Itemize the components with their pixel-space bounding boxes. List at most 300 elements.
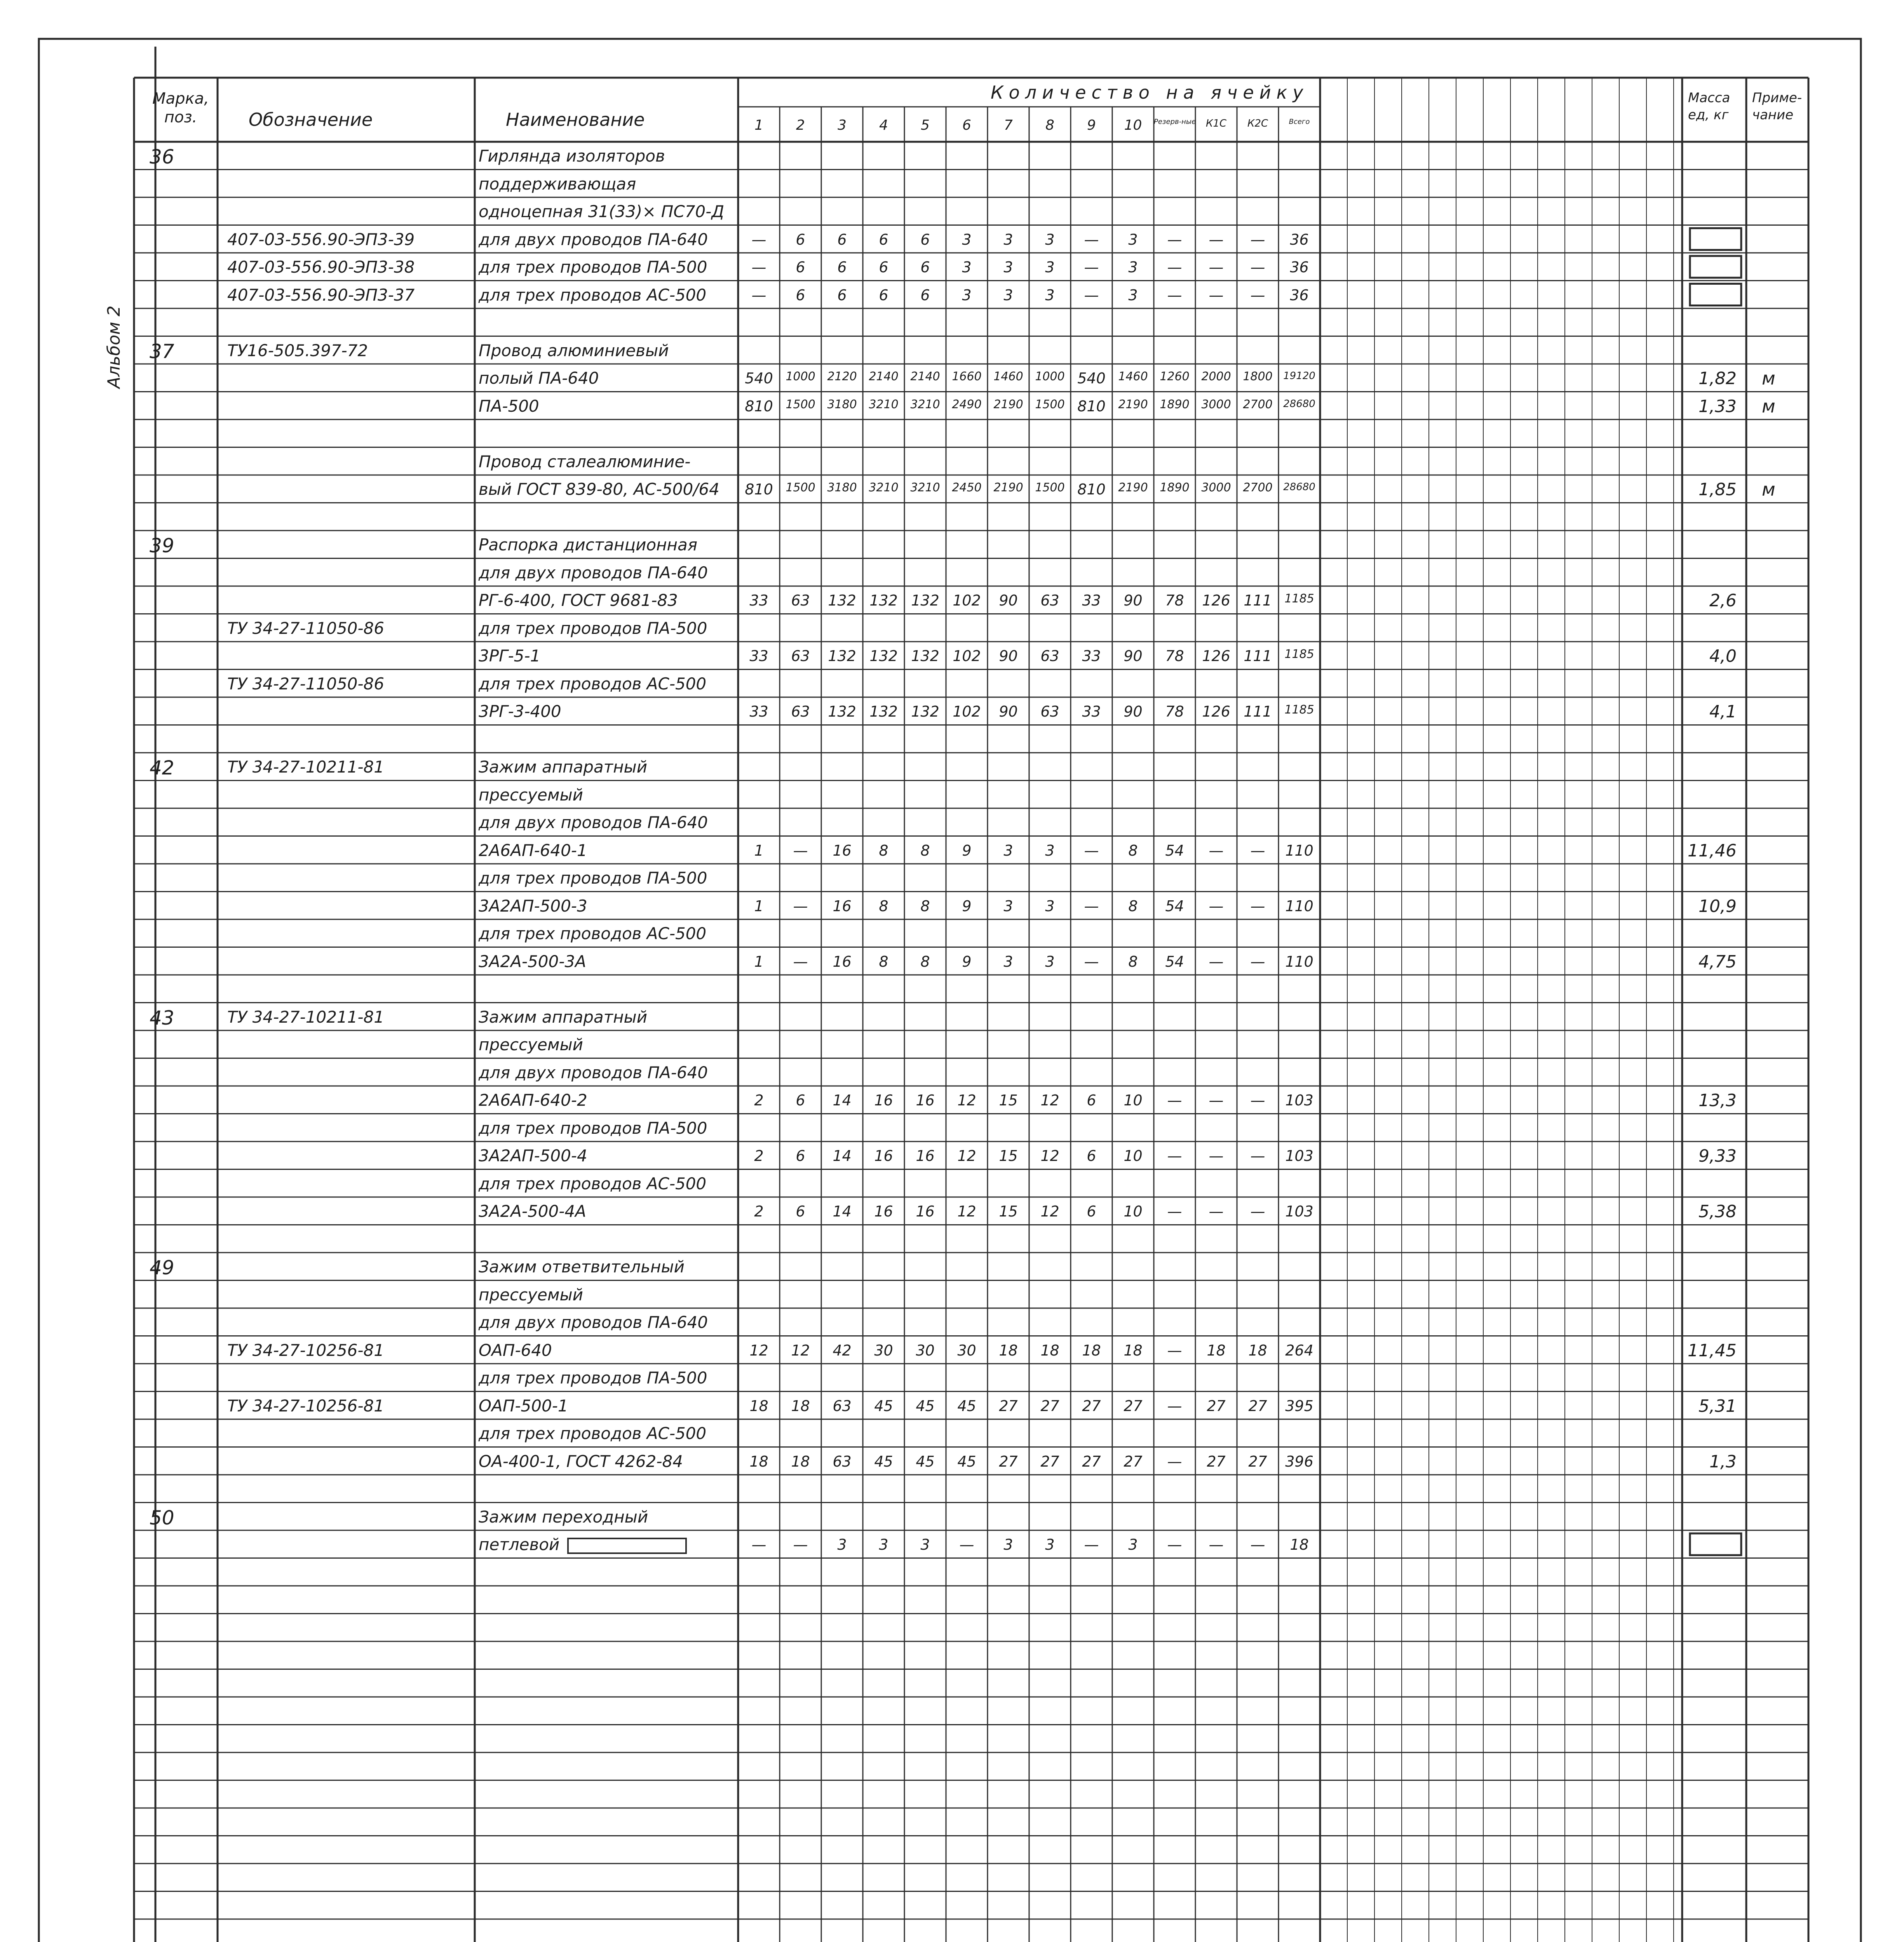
qty-value: 132	[911, 592, 939, 609]
row-mass: 9,33	[1698, 1146, 1737, 1166]
qty-value: —	[1167, 259, 1182, 276]
qty-value: 12	[791, 1342, 810, 1359]
qty-value: 6	[920, 259, 930, 276]
header-col-8: 8	[1045, 117, 1054, 133]
qty-value: 10	[1124, 1092, 1143, 1109]
qty-value: —	[1209, 1536, 1224, 1553]
qty-value: 103	[1285, 1203, 1313, 1220]
qty-value: 2140	[910, 370, 940, 383]
row-position: 43	[150, 1006, 174, 1029]
qty-value: 1890	[1160, 397, 1190, 411]
row-position: 39	[150, 534, 174, 557]
row-mass: 1,33	[1698, 396, 1737, 416]
qty-value: 1000	[786, 370, 815, 383]
qty-value: 1890	[1160, 481, 1190, 494]
header-col-10: 10	[1124, 117, 1142, 133]
header-col-2: 2	[796, 117, 805, 133]
qty-value: 33	[749, 592, 768, 609]
row-name: 2А6АП-640-1	[479, 840, 587, 860]
qty-value: —	[1250, 1147, 1265, 1164]
row-name: для двух проводов ПА-640	[479, 813, 708, 832]
note-frame	[1690, 256, 1741, 278]
header-col-14: Всего	[1289, 118, 1310, 126]
row-name: для трех проводов ПА-500	[479, 258, 707, 277]
qty-value: 78	[1165, 592, 1184, 609]
qty-value: 1260	[1160, 370, 1190, 383]
row-name: для трех проводов ПА-500	[479, 1118, 707, 1138]
qty-value: —	[1250, 259, 1265, 276]
row-name: 2А6АП-640-2	[479, 1091, 587, 1110]
qty-value: 3	[1045, 286, 1055, 304]
qty-value: —	[1167, 1092, 1182, 1109]
qty-value: 63	[791, 703, 810, 720]
album-label: Альбом 2	[104, 305, 124, 388]
qty-value: 6	[796, 1203, 805, 1220]
row-unit: м	[1762, 395, 1775, 417]
qty-value: 2190	[1118, 397, 1148, 411]
qty-value: 12	[1040, 1203, 1059, 1220]
qty-value: 54	[1165, 953, 1184, 970]
qty-value: 2	[754, 1147, 764, 1164]
qty-value: 132	[869, 592, 898, 609]
qty-value: —	[751, 1536, 766, 1553]
qty-value: 3	[962, 259, 972, 276]
qty-value: 1800	[1243, 370, 1273, 383]
row-name: 3А2А-500-4А	[479, 1202, 586, 1221]
qty-value: 18	[791, 1397, 810, 1415]
qty-value: 12	[1040, 1092, 1059, 1109]
row-name: одноцепная 31(33)× ПС70-Д	[479, 202, 725, 221]
qty-value: 9	[962, 842, 972, 859]
qty-value: 3210	[910, 481, 940, 494]
row-name: прессуемый	[479, 785, 583, 804]
qty-value: 2000	[1201, 370, 1231, 383]
qty-value: —	[1167, 1453, 1182, 1470]
qty-value: —	[1209, 259, 1224, 276]
qty-value: —	[1084, 1536, 1099, 1553]
row-name: для трех проводов ПА-500	[479, 618, 707, 638]
qty-value: 6	[837, 286, 847, 304]
qty-value: —	[1167, 1342, 1182, 1359]
qty-value: 8	[879, 953, 888, 970]
header-col-11: Резерв-ные	[1154, 118, 1196, 126]
qty-value: —	[1209, 1203, 1224, 1220]
row-mass: 1,3	[1709, 1451, 1737, 1472]
qty-value: 27	[1124, 1397, 1143, 1415]
qty-value: 132	[869, 703, 898, 720]
qty-value: 6	[879, 286, 888, 304]
qty-value: 12	[957, 1147, 976, 1164]
row-designation: ТУ 34-27-11050-86	[227, 618, 385, 638]
qty-value: 3	[1003, 1536, 1013, 1553]
row-name: для двух проводов ПА-640	[479, 563, 708, 582]
qty-value: —	[1209, 1147, 1224, 1164]
qty-value: 110	[1285, 953, 1313, 970]
qty-value: 27	[1248, 1397, 1267, 1415]
row-name: Зажим аппаратный	[479, 757, 648, 776]
qty-value: —	[1084, 231, 1099, 248]
qty-value: —	[751, 286, 766, 304]
qty-value: 63	[791, 647, 810, 665]
qty-value: —	[1084, 953, 1099, 970]
qty-value: 18	[1248, 1342, 1267, 1359]
qty-value: —	[1209, 286, 1224, 304]
qty-value: 28680	[1283, 398, 1315, 410]
qty-value: 3	[1128, 231, 1138, 248]
qty-value: —	[1250, 842, 1265, 859]
qty-value: —	[1209, 842, 1224, 859]
row-name: ОАП-640	[479, 1340, 552, 1360]
qty-value: 1	[754, 897, 764, 915]
qty-value: 18	[749, 1453, 768, 1470]
qty-value: —	[1167, 231, 1182, 248]
qty-value: 12	[749, 1342, 768, 1359]
qty-value: 3	[1045, 1536, 1055, 1553]
qty-value: 3	[1128, 259, 1138, 276]
qty-value: —	[1250, 953, 1265, 970]
row-mass: 11,45	[1688, 1340, 1737, 1361]
row-name: ОАП-500-1	[479, 1396, 568, 1415]
qty-value: 3180	[827, 481, 857, 494]
row-mass: 10,9	[1698, 896, 1737, 916]
qty-value: 27	[999, 1453, 1018, 1470]
header-quantity: Количество на ячейку	[991, 82, 1309, 103]
qty-value: 102	[953, 703, 981, 720]
qty-value: 1500	[786, 397, 815, 411]
qty-value: 36	[1290, 259, 1309, 276]
qty-value: 3	[1128, 1536, 1138, 1553]
qty-value: 1185	[1284, 703, 1314, 717]
qty-value: 28680	[1283, 481, 1315, 493]
row-name: 3РГ-3-400	[479, 702, 561, 721]
qty-value: 132	[828, 703, 856, 720]
qty-value: 9	[962, 953, 972, 970]
qty-value: 3	[962, 231, 972, 248]
qty-value: 12	[1040, 1147, 1059, 1164]
qty-value: 45	[874, 1397, 893, 1415]
qty-value: —	[793, 953, 808, 970]
row-mass: 5,31	[1698, 1396, 1737, 1416]
qty-value: 6	[837, 231, 847, 248]
qty-value: 3210	[869, 397, 899, 411]
sheet-border	[39, 39, 1861, 1942]
row-designation: 407-03-556.90-ЭП3-39	[227, 230, 415, 249]
row-designation: ТУ 34-27-10211-81	[227, 1007, 385, 1027]
qty-value: 810	[745, 397, 773, 415]
row-name: 3А2АП-500-3	[479, 896, 587, 915]
header-col-5: 5	[921, 117, 930, 133]
qty-value: 8	[879, 897, 888, 915]
qty-value: —	[1250, 1203, 1265, 1220]
qty-value: 111	[1244, 647, 1272, 665]
qty-value: 1500	[786, 481, 815, 494]
qty-value: —	[1084, 897, 1099, 915]
qty-value: 2140	[869, 370, 899, 383]
qty-value: 16	[916, 1203, 935, 1220]
qty-value: 45	[916, 1453, 935, 1470]
qty-value: 6	[1087, 1203, 1096, 1220]
qty-value: 8	[1128, 897, 1138, 915]
qty-value: 14	[833, 1203, 852, 1220]
inline-frame	[567, 1538, 687, 1554]
qty-value: 33	[749, 703, 768, 720]
qty-value: 1	[754, 842, 764, 859]
qty-value: 3	[1045, 842, 1055, 859]
qty-value: 27	[1248, 1453, 1267, 1470]
qty-value: 15	[999, 1203, 1018, 1220]
header-col-7: 7	[1004, 117, 1013, 133]
qty-value: 27	[1082, 1397, 1101, 1415]
qty-value: —	[959, 1536, 974, 1553]
qty-value: 63	[791, 592, 810, 609]
qty-value: 1500	[1035, 397, 1065, 411]
row-name: Распорка дистанционная	[479, 535, 698, 554]
qty-value: 2190	[1118, 481, 1148, 494]
qty-value: 103	[1285, 1147, 1313, 1164]
qty-value: 90	[1124, 592, 1143, 609]
row-name: Зажим ответвительный	[479, 1257, 685, 1276]
qty-value: 27	[999, 1397, 1018, 1415]
qty-value: 2190	[993, 397, 1023, 411]
qty-value: 3210	[869, 481, 899, 494]
row-position: 37	[150, 340, 174, 363]
row-mass: 4,0	[1709, 646, 1737, 666]
qty-value: 27	[1082, 1453, 1101, 1470]
qty-value: 90	[1124, 703, 1143, 720]
qty-value: 8	[920, 953, 930, 970]
qty-value: —	[1084, 842, 1099, 859]
qty-value: 540	[745, 370, 773, 387]
row-name: прессуемый	[479, 1285, 583, 1304]
qty-value: 90	[999, 592, 1018, 609]
qty-value: 103	[1285, 1092, 1313, 1109]
row-name: 3РГ-5-1	[479, 646, 541, 665]
qty-value: —	[1209, 953, 1224, 970]
qty-value: 111	[1244, 592, 1272, 609]
qty-value: 27	[1207, 1453, 1226, 1470]
qty-value: 395	[1285, 1397, 1313, 1415]
qty-value: 2700	[1243, 481, 1273, 494]
qty-value: 18	[1290, 1536, 1309, 1553]
qty-value: —	[793, 897, 808, 915]
qty-value: 16	[916, 1092, 935, 1109]
qty-value: 63	[1040, 647, 1059, 665]
qty-value: —	[1084, 286, 1099, 304]
qty-value: 18	[1040, 1342, 1059, 1359]
row-name: для трех проводов АС-500	[479, 1424, 707, 1443]
qty-value: 33	[749, 647, 768, 665]
qty-value: —	[1250, 1092, 1265, 1109]
qty-value: 1185	[1284, 647, 1314, 661]
header-col-4: 4	[879, 117, 888, 133]
qty-value: 2	[754, 1092, 764, 1109]
row-position: 49	[150, 1256, 174, 1279]
row-name: полый ПА-640	[479, 369, 599, 388]
row-mass: 4,1	[1709, 702, 1737, 722]
qty-value: 6	[796, 1147, 805, 1164]
qty-value: 36	[1290, 286, 1309, 304]
qty-value: 14	[833, 1147, 852, 1164]
qty-value: 15	[999, 1147, 1018, 1164]
row-designation: ТУ16-505.397-72	[227, 341, 368, 360]
qty-value: 3	[1003, 953, 1013, 970]
qty-value: 63	[833, 1453, 852, 1470]
note-frame	[1690, 284, 1741, 306]
qty-value: 3	[1003, 842, 1013, 859]
row-mass: 2,6	[1709, 591, 1737, 611]
qty-value: 27	[1124, 1453, 1143, 1470]
row-mass: 13,3	[1698, 1091, 1737, 1110]
qty-value: —	[1167, 1397, 1182, 1415]
qty-value: 1460	[993, 370, 1023, 383]
qty-value: 3	[962, 286, 972, 304]
qty-value: 8	[879, 842, 888, 859]
row-position: 42	[150, 757, 174, 779]
qty-value: 90	[999, 647, 1018, 665]
qty-value: —	[1209, 231, 1224, 248]
row-name: Зажим аппаратный	[479, 1007, 648, 1027]
row-designation: ТУ 34-27-11050-86	[227, 674, 385, 693]
qty-value: 6	[879, 231, 888, 248]
row-mass: 4,75	[1698, 952, 1737, 972]
qty-value: 396	[1285, 1453, 1313, 1470]
qty-value: —	[1167, 1536, 1182, 1553]
qty-value: —	[751, 231, 766, 248]
qty-value: 18	[1207, 1342, 1226, 1359]
qty-value: 110	[1285, 842, 1313, 859]
header-col-12: К1С	[1205, 118, 1227, 129]
qty-value: 90	[1124, 647, 1143, 665]
qty-value: —	[1167, 286, 1182, 304]
header-col-6: 6	[962, 117, 971, 133]
row-position: 36	[150, 146, 174, 168]
qty-value: 3000	[1201, 397, 1231, 411]
qty-value: 132	[828, 647, 856, 665]
header-col-1: 1	[754, 117, 763, 133]
qty-value: 6	[796, 259, 805, 276]
qty-value: 3	[1003, 259, 1013, 276]
qty-value: 45	[957, 1453, 976, 1470]
qty-value: 16	[874, 1203, 893, 1220]
qty-value: 54	[1165, 897, 1184, 915]
qty-value: 18	[999, 1342, 1018, 1359]
qty-value: 45	[957, 1397, 976, 1415]
row-name: для трех проводов ПА-500	[479, 868, 707, 887]
qty-value: 42	[833, 1342, 852, 1359]
qty-value: 30	[916, 1342, 935, 1359]
row-name: РГ-6-400, ГОСТ 9681-83	[479, 591, 678, 610]
row-name: Гирлянда изоляторов	[479, 146, 665, 165]
row-name: ОА-400-1, ГОСТ 4262-84	[479, 1451, 683, 1471]
row-name: 3А2АП-500-4	[479, 1146, 587, 1165]
qty-value: 6	[796, 231, 805, 248]
qty-value: 810	[1077, 397, 1106, 415]
qty-value: —	[1167, 1203, 1182, 1220]
row-name: для трех проводов ПА-500	[479, 1368, 707, 1387]
qty-value: 132	[911, 647, 939, 665]
qty-value: 2450	[952, 481, 982, 494]
qty-value: —	[1250, 1536, 1265, 1553]
header-note: Приме-чание	[1752, 90, 1802, 123]
row-name: Провод сталеалюминие-	[479, 452, 691, 471]
note-frame	[1690, 228, 1741, 250]
qty-value: 8	[1128, 842, 1138, 859]
qty-value: 12	[957, 1092, 976, 1109]
qty-value: 45	[874, 1453, 893, 1470]
qty-value: 110	[1285, 897, 1313, 915]
qty-value: 6	[1087, 1092, 1096, 1109]
qty-value: 8	[920, 897, 930, 915]
header-name: Наименование	[506, 109, 645, 130]
qty-value: 2120	[827, 370, 857, 383]
qty-value: 3210	[910, 397, 940, 411]
qty-value: 63	[1040, 703, 1059, 720]
qty-value: 1500	[1035, 481, 1065, 494]
row-name: ПА-500	[479, 396, 539, 416]
header-col-3: 3	[838, 117, 847, 133]
qty-value: 33	[1082, 703, 1101, 720]
row-designation: 407-03-556.90-ЭП3-38	[227, 258, 415, 277]
qty-value: 2	[754, 1203, 764, 1220]
qty-value: 126	[1202, 703, 1230, 720]
row-name: для трех проводов АС-500	[479, 285, 707, 305]
qty-value: 132	[911, 703, 939, 720]
qty-value: 1460	[1118, 370, 1148, 383]
qty-value: 3	[1003, 231, 1013, 248]
row-name: для двух проводов ПА-640	[479, 230, 708, 249]
note-frame	[1690, 1533, 1741, 1555]
qty-value: 36	[1290, 231, 1309, 248]
header-designation: Обозначение	[249, 109, 373, 130]
row-mass: 1,85	[1698, 480, 1737, 499]
row-name: для трех проводов АС-500	[479, 1174, 707, 1193]
qty-value: 264	[1285, 1342, 1313, 1359]
qty-value: 132	[828, 592, 856, 609]
qty-value: —	[1250, 286, 1265, 304]
qty-value: 10	[1124, 1147, 1143, 1164]
qty-value: 3	[1128, 286, 1138, 304]
qty-value: —	[1084, 259, 1099, 276]
qty-value: 810	[745, 481, 773, 498]
row-designation: ТУ 34-27-10256-81	[227, 1396, 385, 1415]
qty-value: 3	[1003, 897, 1013, 915]
row-name: для трех проводов АС-500	[479, 924, 707, 943]
qty-value: 8	[920, 842, 930, 859]
qty-value: 3	[879, 1536, 888, 1553]
qty-value: —	[793, 1536, 808, 1553]
qty-value: 6	[837, 259, 847, 276]
qty-value: 126	[1202, 592, 1230, 609]
qty-value: 8	[1128, 953, 1138, 970]
header-col-13: К2С	[1247, 118, 1268, 129]
qty-value: 1660	[952, 370, 982, 383]
qty-value: —	[751, 259, 766, 276]
qty-value: 18	[1124, 1342, 1143, 1359]
qty-value: —	[793, 842, 808, 859]
qty-value: 16	[833, 842, 852, 859]
row-name: 3А2А-500-3А	[479, 952, 586, 971]
qty-value: 3	[1045, 231, 1055, 248]
qty-value: —	[1209, 1092, 1224, 1109]
qty-value: 2700	[1243, 397, 1273, 411]
row-designation: 407-03-556.90-ЭП3-37	[227, 285, 415, 305]
qty-value: 18	[749, 1397, 768, 1415]
qty-value: 54	[1165, 842, 1184, 859]
qty-value: 6	[920, 231, 930, 248]
qty-value: 18	[791, 1453, 810, 1470]
qty-value: 78	[1165, 703, 1184, 720]
qty-value: 27	[1040, 1453, 1059, 1470]
